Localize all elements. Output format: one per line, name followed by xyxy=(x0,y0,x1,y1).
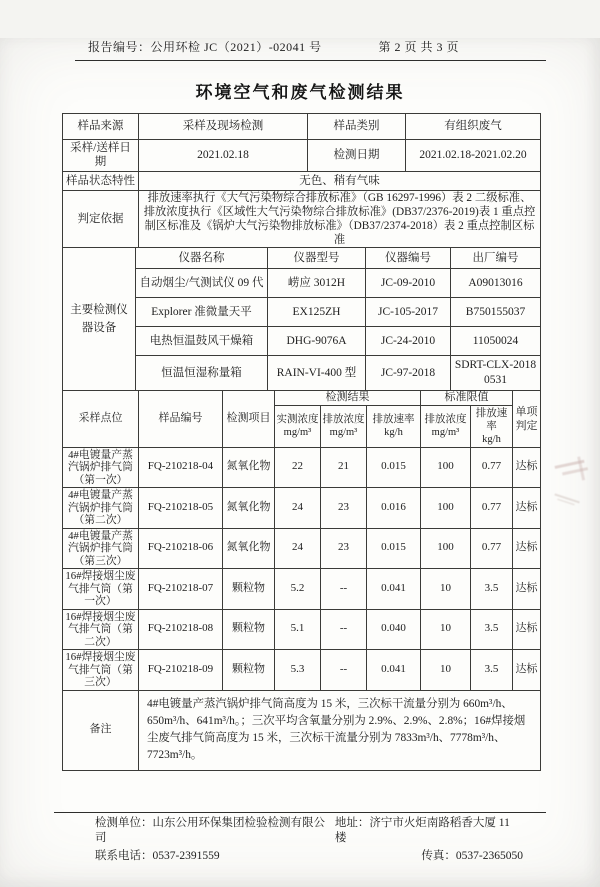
result-row xyxy=(63,488,541,529)
result-rate: 0.041 xyxy=(367,650,421,691)
instrument-no-header: 仪器编号 xyxy=(366,247,451,268)
table-row xyxy=(63,114,541,140)
test-date-label: 检测日期 xyxy=(308,140,406,172)
footer-divider xyxy=(54,812,546,813)
report-page xyxy=(0,38,600,887)
result-point: 4#电镀量产蒸汽锅炉排气筒（第三次） xyxy=(63,528,139,569)
result-limit-rate: 3.5 xyxy=(471,609,513,650)
result-point: 16#焊接烟尘废气排气筒（第一次） xyxy=(63,569,139,610)
column-header-verdict: 单项判定 xyxy=(513,390,541,447)
result-measured: 24 xyxy=(275,488,321,529)
instruments-section-label: 主要检测仪器设备 xyxy=(63,247,136,390)
faint-stamp-mark xyxy=(544,456,596,526)
page-number-indicator: 第 2 页 共 3 页 xyxy=(378,40,459,54)
result-measured: 5.3 xyxy=(275,650,321,691)
result-verdict: 达标 xyxy=(513,569,541,610)
result-limit-conc: 10 xyxy=(421,569,471,610)
instrument-factory-no: B750155037 xyxy=(451,297,541,326)
result-limit-conc: 100 xyxy=(421,528,471,569)
instrument-name: Explorer 准微量天平 xyxy=(136,297,268,326)
sample-source-value: 采样及现场检测 xyxy=(139,114,308,140)
column-header-limit-conc xyxy=(421,405,471,447)
header-divider xyxy=(75,60,546,61)
result-emission: -- xyxy=(321,569,367,610)
table-row xyxy=(63,140,541,172)
instrument-model: DHG-9076A xyxy=(268,326,366,355)
column-header-sample-no: 样品编号 xyxy=(139,390,223,447)
result-point: 16#焊接烟尘废气排气筒（第三次） xyxy=(63,650,139,691)
result-verdict: 达标 xyxy=(513,650,541,691)
result-row xyxy=(63,650,541,691)
result-emission: 23 xyxy=(321,528,367,569)
sample-state-label: 样品状态特性 xyxy=(63,171,139,190)
result-measured: 5.2 xyxy=(275,569,321,610)
result-limit-conc: 100 xyxy=(421,447,471,488)
result-limit-rate: 3.5 xyxy=(471,650,513,691)
result-limit-conc: 10 xyxy=(421,650,471,691)
result-emission: -- xyxy=(321,609,367,650)
result-verdict: 达标 xyxy=(513,609,541,650)
column-group-results: 检测结果 xyxy=(275,390,421,405)
result-sample-no: FQ-210218-07 xyxy=(139,569,223,610)
contact-phone: 联系电话：0537-2391559 xyxy=(95,849,220,862)
table-row xyxy=(63,190,541,247)
result-emission: -- xyxy=(321,650,367,691)
result-measured: 22 xyxy=(275,447,321,488)
sub-header-unit: kg/h xyxy=(384,427,403,438)
result-limit-rate: 3.5 xyxy=(471,569,513,610)
result-item: 颗粒物 xyxy=(223,569,275,610)
instrument-no: JC-24-2010 xyxy=(366,326,451,355)
sample-source-label: 样品来源 xyxy=(63,114,139,140)
sub-header-label: 排放浓度 xyxy=(322,414,365,425)
result-verdict: 达标 xyxy=(513,528,541,569)
column-header-limit-rate xyxy=(471,405,513,447)
instrument-model: EX125ZH xyxy=(268,297,366,326)
result-row xyxy=(63,528,541,569)
sub-header-label: 实测浓度 xyxy=(276,414,319,425)
instrument-name: 自动烟尘/气测试仪 09 代 xyxy=(136,268,268,297)
instrument-factory-no: A09013016 xyxy=(451,268,541,297)
result-sample-no: FQ-210218-04 xyxy=(139,447,223,488)
column-header-item: 检测项目 xyxy=(223,390,275,447)
result-verdict: 达标 xyxy=(513,447,541,488)
sub-header-unit: mg/m³ xyxy=(283,427,312,438)
result-measured: 24 xyxy=(275,528,321,569)
result-sample-no: FQ-210218-09 xyxy=(139,650,223,691)
result-item: 氮氧化物 xyxy=(223,528,275,569)
instrument-model: RAIN-VI-400 型 xyxy=(268,355,366,390)
result-rate: 0.041 xyxy=(367,569,421,610)
judgement-basis-label: 判定依据 xyxy=(63,190,139,247)
document-title: 环境空气和废气检测结果 xyxy=(195,83,405,102)
result-item: 颗粒物 xyxy=(223,650,275,691)
result-rate: 0.015 xyxy=(367,447,421,488)
remark-text: 4#电镀量产蒸汽锅炉排气筒高度为 15 米，三次标干流量分别为 660m³/h、650m³/h、641m³/h。；三次平均含氧量分别为 2.9%、2.9%、2.8%；16#焊接烟尘废气排气筒高度为 15 米，三次标干流量分别为 7833m³/h、7778m³/h、7723m³/h。 xyxy=(139,690,541,770)
result-limit-rate: 0.77 xyxy=(471,528,513,569)
result-limit-rate: 0.77 xyxy=(471,447,513,488)
page-footer xyxy=(0,812,600,864)
result-rate: 0.040 xyxy=(367,609,421,650)
result-verdict: 达标 xyxy=(513,488,541,529)
result-item: 颗粒物 xyxy=(223,609,275,650)
unit-address: 地址：济宁市火炬南路稻香大厦 11 楼 xyxy=(334,816,510,844)
result-measured: 5.1 xyxy=(275,609,321,650)
result-sample-no: FQ-210218-05 xyxy=(139,488,223,529)
sample-category-label: 样品类别 xyxy=(308,114,406,140)
remark-label: 备注 xyxy=(63,690,139,770)
column-group-limits: 标准限值 xyxy=(421,390,513,405)
sampling-date-label: 采样/送样日期 xyxy=(63,140,139,172)
result-sample-no: FQ-210218-08 xyxy=(139,609,223,650)
results-table xyxy=(62,390,541,771)
instrument-model: 崂应 3012H xyxy=(268,268,366,297)
sub-header-label: 排放速率 xyxy=(372,414,415,425)
table-row xyxy=(63,171,541,190)
table-row xyxy=(63,390,541,405)
result-row xyxy=(63,447,541,488)
result-limit-conc: 100 xyxy=(421,488,471,529)
report-tables xyxy=(62,113,540,771)
instrument-name-header: 仪器名称 xyxy=(136,247,268,268)
stamp-fragment xyxy=(553,490,585,509)
instrument-factory-no: SDRT-CLX-20180531 xyxy=(451,355,541,390)
result-item: 氮氧化物 xyxy=(223,447,275,488)
instruments-table xyxy=(62,247,541,391)
testing-unit: 检测单位：山东公用环保集团检验检测有限公司 xyxy=(95,816,325,844)
result-limit-rate: 0.77 xyxy=(471,488,513,529)
sub-header-unit: kg/h xyxy=(482,433,501,445)
report-number-value: 公用环检 JC（2021）-02041 号 xyxy=(150,40,322,54)
instrument-model-header: 仪器型号 xyxy=(268,247,366,268)
instrument-name: 恒温恒湿称量箱 xyxy=(136,355,268,390)
instrument-factory-no: 11050024 xyxy=(451,326,541,355)
sample-state-value: 无色、稍有气味 xyxy=(139,171,541,190)
sampling-date-value: 2021.02.18 xyxy=(139,140,308,172)
instrument-no: JC-105-2017 xyxy=(366,297,451,326)
result-sample-no: FQ-210218-06 xyxy=(139,528,223,569)
report-number xyxy=(88,38,322,55)
remark-row xyxy=(63,690,541,770)
sub-header-unit: mg/m³ xyxy=(329,427,358,438)
footer-line-1 xyxy=(95,816,523,846)
result-emission: 23 xyxy=(321,488,367,529)
instrument-factory-no-header: 出厂编号 xyxy=(451,247,541,268)
result-emission: 21 xyxy=(321,447,367,488)
column-header-measured-conc xyxy=(275,405,321,447)
page-header xyxy=(88,38,545,55)
instrument-no: JC-09-2010 xyxy=(366,268,451,297)
result-point: 16#焊接烟尘废气排气筒（第二次） xyxy=(63,609,139,650)
result-rate: 0.016 xyxy=(367,488,421,529)
column-header-emission-conc xyxy=(321,405,367,447)
footer-line-2 xyxy=(95,849,523,864)
sub-header-unit: mg/m³ xyxy=(431,427,460,438)
stamp-fragment xyxy=(554,455,595,488)
sample-info-table xyxy=(62,113,541,248)
instrument-name: 电热恒温鼓风干燥箱 xyxy=(136,326,268,355)
sub-header-label: 排放浓度 xyxy=(424,414,467,425)
instrument-no: JC-97-2018 xyxy=(366,355,451,390)
sample-category-value: 有组织废气 xyxy=(406,114,541,140)
result-row xyxy=(63,609,541,650)
result-point: 4#电镀量产蒸汽锅炉排气筒（第二次） xyxy=(63,488,139,529)
report-number-label: 报告编号： xyxy=(88,40,151,54)
result-point: 4#电镀量产蒸汽锅炉排气筒（第一次） xyxy=(63,447,139,488)
result-item: 氮氧化物 xyxy=(223,488,275,529)
sub-header-label: 排放速率 xyxy=(475,407,508,432)
fax-number: 传真：0537-2365050 xyxy=(421,849,523,862)
result-limit-conc: 10 xyxy=(421,609,471,650)
result-rate: 0.015 xyxy=(367,528,421,569)
result-row xyxy=(63,569,541,610)
judgement-basis-value: 排放速率执行《大气污染物综合排放标准》（GB 16297-1996）表 2 二级标准、排放浓度执行《区域性大气污染物综合排放标准》(DB37/2376-2019)表 1 重点控制区标准及《锅炉大气污染物排放标准》（DB37/2374-2018）表 2 重点控制区标准 xyxy=(139,190,541,247)
test-date-value: 2021.02.18-2021.02.20 xyxy=(406,140,541,172)
column-header-point: 采样点位 xyxy=(63,390,139,447)
table-row xyxy=(63,247,541,268)
column-header-emission-rate xyxy=(367,405,421,447)
